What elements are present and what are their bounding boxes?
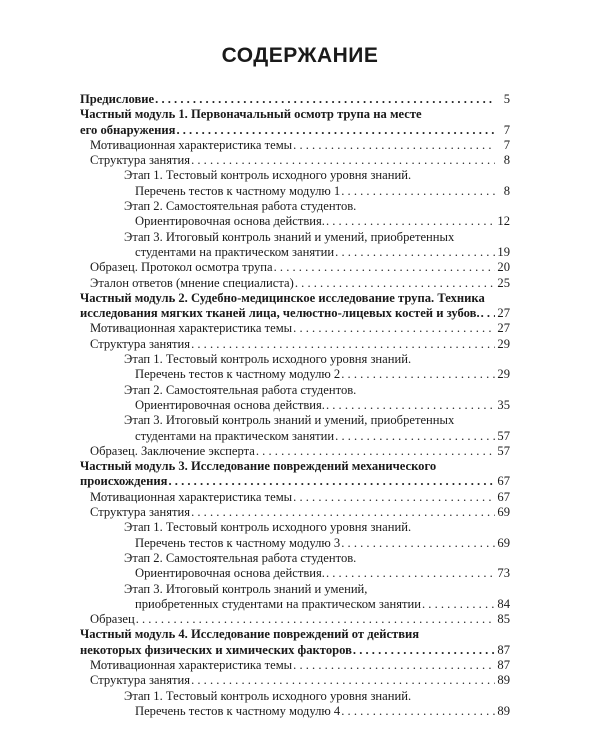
toc-page-number: 20 bbox=[497, 260, 510, 275]
toc-entry-level-2[interactable] bbox=[90, 276, 510, 291]
toc-page-number: 27 bbox=[497, 321, 510, 336]
toc-entry-level-3[interactable] bbox=[90, 383, 510, 414]
toc-entry-level-2[interactable] bbox=[90, 444, 510, 459]
dot-leader bbox=[341, 536, 495, 551]
toc-entry-text: студентами на практическом занятии bbox=[135, 244, 335, 259]
toc-entry-text: Частный модуль 2. Судебно-медицинское исследование трупа. Техника bbox=[80, 290, 485, 305]
toc-entry-line bbox=[90, 704, 510, 719]
toc-page-number: 29 bbox=[497, 367, 510, 382]
toc-entry-level-1[interactable] bbox=[80, 627, 510, 658]
toc-entry-text: Перечень тестов к частному модулю 4 bbox=[135, 703, 341, 718]
toc-page-number: 8 bbox=[503, 153, 510, 168]
toc-entry-line bbox=[80, 474, 510, 489]
toc-page-number: 69 bbox=[497, 535, 510, 550]
toc-entry-line bbox=[90, 429, 510, 444]
toc-entry-line bbox=[90, 276, 510, 291]
toc-entry-text: Структура занятия bbox=[90, 153, 191, 168]
toc-entry-text: Эталон ответов (мнение специалиста) bbox=[90, 275, 294, 290]
toc-entry-text: Этап 3. Итоговый контроль знаний и умений, bbox=[124, 581, 368, 596]
toc-entry-level-3[interactable] bbox=[90, 230, 510, 261]
toc-entry-text: Образец bbox=[90, 612, 135, 627]
toc-entry-line bbox=[90, 383, 510, 398]
dot-leader bbox=[293, 490, 495, 505]
toc-page-number: 7 bbox=[503, 122, 510, 137]
toc-entry-level-3[interactable] bbox=[90, 352, 510, 383]
toc-entry-level-3[interactable] bbox=[90, 168, 510, 199]
toc-entry-text: Этап 1. Тестовый контроль исходного уровня знаний. bbox=[124, 688, 412, 703]
toc-entry-text: Образец. Протокол осмотра трупа bbox=[90, 260, 273, 275]
toc-page-number: 85 bbox=[497, 612, 510, 627]
toc-entry-line bbox=[90, 337, 510, 352]
toc-entry-level-3[interactable] bbox=[90, 520, 510, 551]
toc-entry-text: происхождения bbox=[80, 474, 168, 489]
toc-entry-level-2[interactable] bbox=[90, 673, 510, 688]
toc-page-number: 12 bbox=[497, 214, 510, 229]
toc-entry-text: Перечень тестов к частному модулю 1 bbox=[135, 183, 341, 198]
toc-entry-line bbox=[90, 612, 510, 627]
toc-entry-text: Предисловие bbox=[80, 92, 155, 106]
dot-leader bbox=[293, 138, 495, 153]
toc-page-number: 29 bbox=[497, 336, 510, 351]
toc-entry-text: Ориентировочная основа действия. bbox=[135, 397, 325, 412]
dot-leader bbox=[422, 597, 495, 612]
dot-leader bbox=[341, 367, 495, 382]
toc-entry-text: Мотивационная характеристика темы bbox=[90, 657, 293, 672]
dot-leader bbox=[295, 276, 495, 291]
toc-page-number: 87 bbox=[497, 642, 510, 657]
toc-entry-line bbox=[90, 673, 510, 688]
toc-entry-line bbox=[80, 123, 510, 138]
dot-leader bbox=[191, 505, 495, 520]
toc-entry-line bbox=[90, 245, 510, 260]
toc-entry-text: Перечень тестов к частному модулю 3 bbox=[135, 535, 341, 550]
toc-entry-level-3[interactable] bbox=[90, 582, 510, 613]
toc-entry-text: Этап 2. Самостоятельная работа студентов. bbox=[124, 550, 357, 565]
toc-page-number: 67 bbox=[497, 489, 510, 504]
toc-entry-line bbox=[90, 413, 510, 428]
toc-entry-text: Этап 1. Тестовый контроль исходного уровня знаний. bbox=[124, 168, 412, 183]
toc-entry-level-2[interactable] bbox=[90, 612, 510, 627]
dot-leader bbox=[326, 214, 495, 229]
toc-entry-text: Мотивационная характеристика темы bbox=[90, 137, 293, 152]
toc-entry-line bbox=[90, 367, 510, 382]
toc-entry-line bbox=[80, 643, 510, 658]
dot-leader bbox=[326, 398, 495, 413]
toc-entry-line bbox=[90, 199, 510, 214]
toc-entry-level-1[interactable] bbox=[80, 92, 510, 107]
toc-entry-text: Структура занятия bbox=[90, 673, 191, 688]
toc-entry-level-2[interactable] bbox=[90, 337, 510, 352]
toc-entry-text: Ориентировочная основа действия. bbox=[135, 214, 325, 229]
toc-entry-level-2[interactable] bbox=[90, 658, 510, 673]
toc-page-number: 69 bbox=[497, 505, 510, 520]
toc-entry-text: студентами на практическом занятии bbox=[135, 428, 335, 443]
toc-entry-line bbox=[90, 444, 510, 459]
toc-page-number: 57 bbox=[497, 428, 510, 443]
toc-entry-text: Этап 2. Самостоятельная работа студентов. bbox=[124, 382, 357, 397]
dot-leader bbox=[293, 321, 495, 336]
dot-leader bbox=[191, 337, 495, 352]
toc-entry-line bbox=[90, 658, 510, 673]
toc-entry-level-2[interactable] bbox=[90, 138, 510, 153]
toc-entry-line bbox=[90, 138, 510, 153]
toc-entry-level-3[interactable] bbox=[90, 551, 510, 582]
toc-entry-text: исследования мягких тканей лица, челюстно-лицевых костей и зубов. bbox=[80, 306, 480, 321]
toc-entry-level-1[interactable] bbox=[80, 107, 510, 138]
toc-entry-line bbox=[90, 321, 510, 336]
dot-leader bbox=[274, 260, 495, 275]
toc-entry-line bbox=[80, 92, 510, 107]
toc-page-number: 73 bbox=[497, 566, 510, 581]
toc-page-number: 25 bbox=[497, 275, 510, 290]
toc-entry-text: Частный модуль 1. Первоначальный осмотр трупа на месте bbox=[80, 107, 422, 122]
toc-entry-line bbox=[90, 490, 510, 505]
toc-entry-line bbox=[80, 291, 510, 306]
toc-entry-level-2[interactable] bbox=[90, 490, 510, 505]
dot-leader bbox=[335, 245, 495, 260]
toc-page-number: 89 bbox=[497, 703, 510, 718]
dot-leader bbox=[293, 658, 495, 673]
toc-entry-text: некоторых физических и химических факторов bbox=[80, 642, 352, 657]
toc-entry-text: Мотивационная характеристика темы bbox=[90, 489, 293, 504]
toc-entry-line bbox=[90, 536, 510, 551]
toc-page-number: 27 bbox=[497, 306, 510, 321]
toc-entry-level-2[interactable] bbox=[90, 505, 510, 520]
toc-entry-text: Перечень тестов к частному модулю 2 bbox=[135, 367, 341, 382]
toc-entry-line bbox=[90, 184, 510, 199]
table-of-contents bbox=[0, 92, 600, 719]
toc-entry-line bbox=[90, 214, 510, 229]
dot-leader bbox=[136, 612, 495, 627]
toc-entry-line bbox=[80, 627, 510, 642]
page-title: СОДЕРЖАНИЕ bbox=[221, 44, 379, 67]
dot-leader bbox=[168, 474, 495, 489]
toc-entry-line bbox=[90, 520, 510, 535]
toc-entry-line bbox=[90, 597, 510, 612]
toc-entry-level-1[interactable] bbox=[80, 291, 510, 322]
toc-entry-line bbox=[90, 230, 510, 245]
toc-entry-text: его обнаружения bbox=[80, 122, 176, 137]
toc-entry-line bbox=[90, 352, 510, 367]
toc-entry-level-3[interactable] bbox=[90, 413, 510, 444]
toc-page-number: 84 bbox=[497, 596, 510, 611]
toc-entry-line bbox=[90, 153, 510, 168]
toc-entry-text: Частный модуль 3. Исследование повреждений механического bbox=[80, 459, 437, 474]
toc-entry-level-3[interactable] bbox=[90, 199, 510, 230]
toc-entry-text: Этап 3. Итоговый контроль знаний и умений, приобретенных bbox=[124, 413, 455, 428]
dot-leader bbox=[341, 704, 495, 719]
dot-leader bbox=[341, 184, 495, 199]
toc-entry-line bbox=[90, 689, 510, 704]
toc-entry-text: Структура занятия bbox=[90, 505, 191, 520]
toc-entry-text: Этап 3. Итоговый контроль знаний и умений, приобретенных bbox=[124, 229, 455, 244]
toc-entry-text: Образец. Заключение эксперта bbox=[90, 443, 255, 458]
toc-page-number: 7 bbox=[503, 137, 510, 152]
toc-entry-text: Мотивационная характеристика темы bbox=[90, 321, 293, 336]
toc-entry-text: Ориентировочная основа действия. bbox=[135, 566, 325, 581]
toc-page-number: 5 bbox=[503, 92, 510, 106]
toc-entry-line bbox=[90, 582, 510, 597]
toc-entry-line bbox=[90, 260, 510, 275]
toc-entry-line bbox=[80, 306, 510, 321]
toc-entry-line bbox=[90, 505, 510, 520]
dot-leader bbox=[191, 673, 495, 688]
toc-entry-level-2[interactable] bbox=[90, 321, 510, 336]
toc-entry-line bbox=[80, 107, 510, 122]
dot-leader bbox=[256, 444, 495, 459]
dot-leader bbox=[335, 429, 495, 444]
toc-entry-level-1[interactable] bbox=[80, 459, 510, 490]
toc-page-number: 35 bbox=[497, 397, 510, 412]
toc-entry-text: Этап 1. Тестовый контроль исходного уровня знаний. bbox=[124, 520, 412, 535]
toc-page-number: 8 bbox=[503, 183, 510, 198]
dot-leader bbox=[326, 566, 495, 581]
dot-leader bbox=[176, 123, 495, 138]
toc-entry-text: приобретенных студентами на практическом занятии bbox=[135, 596, 421, 611]
dot-leader bbox=[191, 153, 495, 168]
toc-page-number: 19 bbox=[497, 244, 510, 259]
dot-leader bbox=[353, 643, 495, 658]
dot-leader bbox=[481, 306, 495, 321]
toc-entry-level-2[interactable] bbox=[90, 153, 510, 168]
toc-page-number: 57 bbox=[497, 443, 510, 458]
toc-entry-line bbox=[90, 398, 510, 413]
toc-entry-line bbox=[90, 566, 510, 581]
toc-entry-text: Структура занятия bbox=[90, 336, 191, 351]
toc-page-number: 67 bbox=[497, 474, 510, 489]
toc-entry-line bbox=[90, 551, 510, 566]
toc-entry-line bbox=[90, 168, 510, 183]
toc-entry-text: Частный модуль 4. Исследование повреждений от действия bbox=[80, 627, 420, 642]
toc-entry-text: Этап 1. Тестовый контроль исходного уровня знаний. bbox=[124, 352, 412, 367]
toc-page-number: 87 bbox=[497, 657, 510, 672]
toc-entry-level-3[interactable] bbox=[90, 689, 510, 720]
toc-entry-line bbox=[80, 459, 510, 474]
toc-page-number: 89 bbox=[497, 673, 510, 688]
toc-entry-text: Этап 2. Самостоятельная работа студентов. bbox=[124, 199, 357, 214]
toc-entry-level-2[interactable] bbox=[90, 260, 510, 275]
dot-leader bbox=[155, 92, 495, 107]
